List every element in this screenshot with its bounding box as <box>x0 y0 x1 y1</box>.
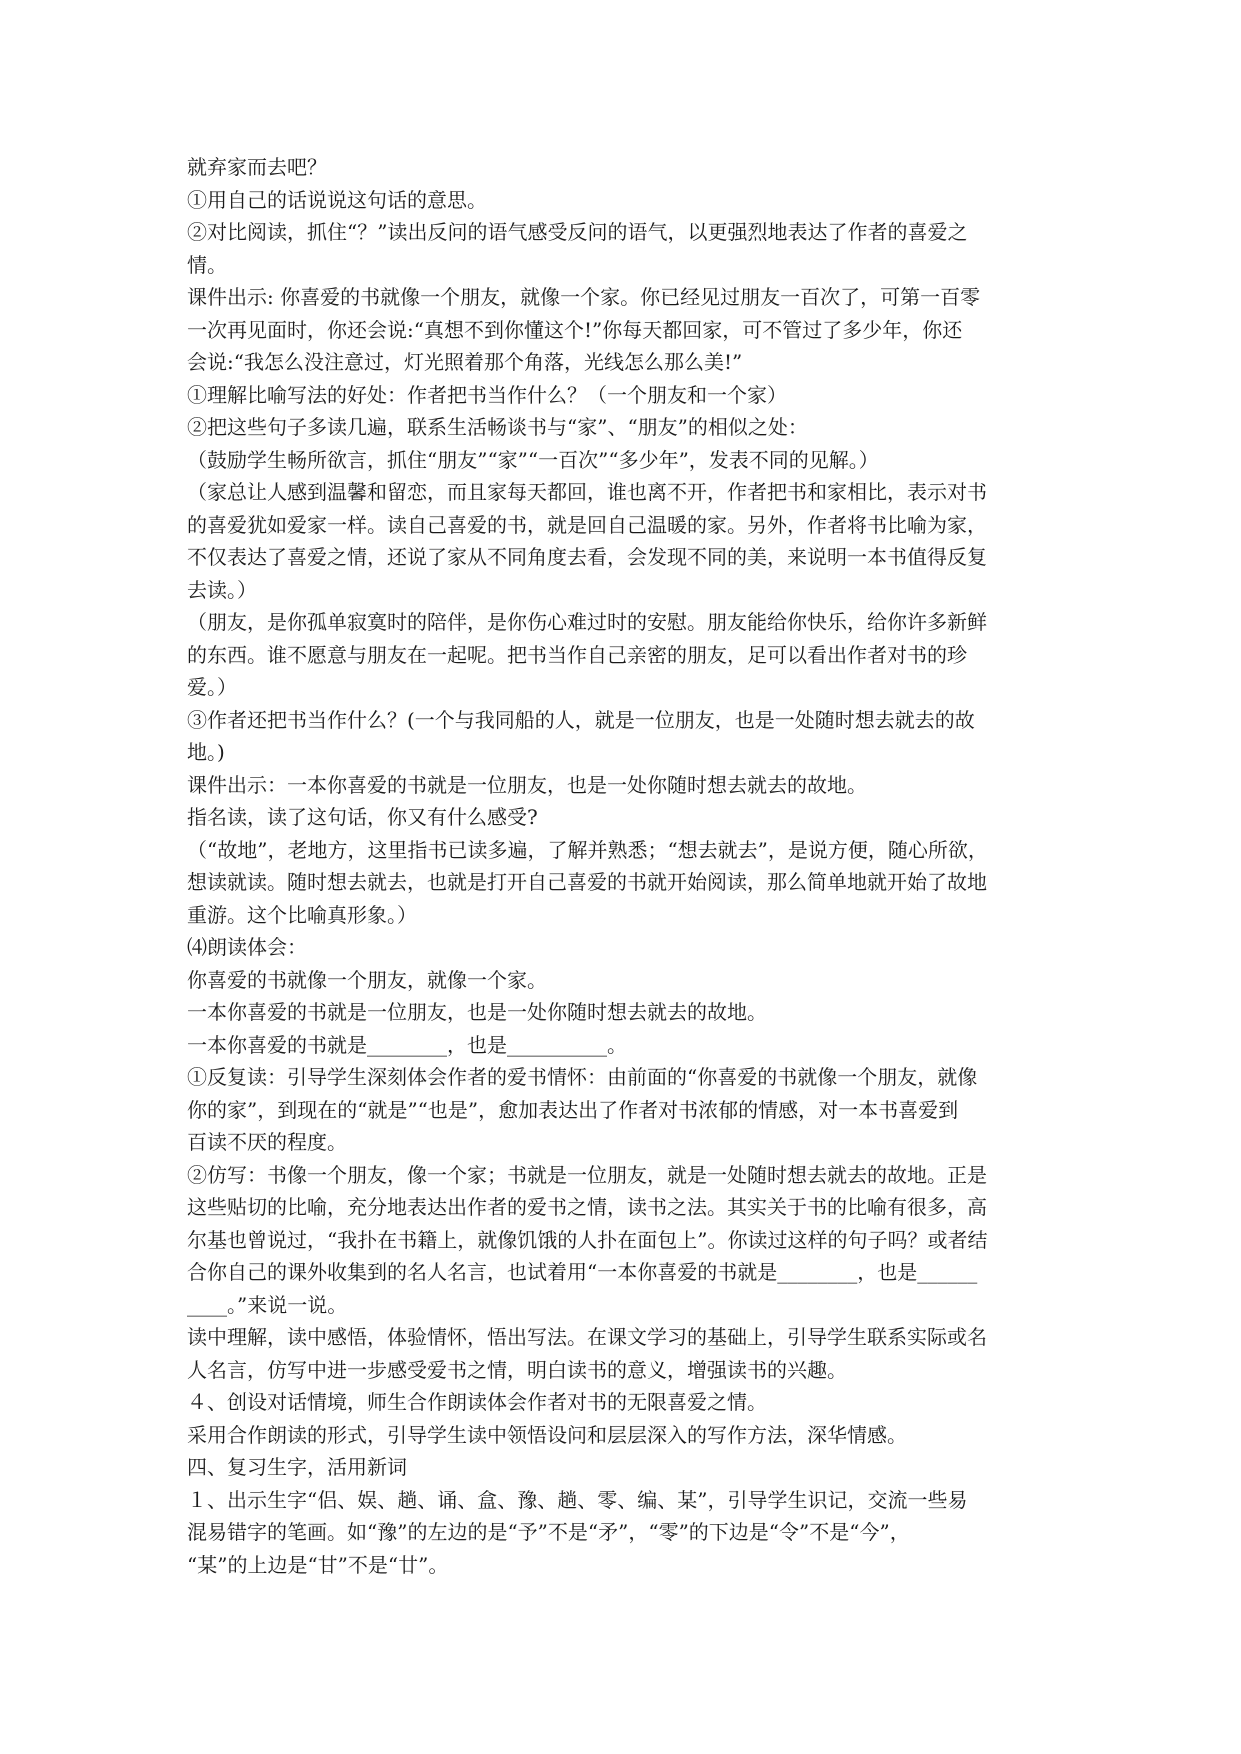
text-line: 爱。） <box>187 675 237 699</box>
document-body <box>187 151 1055 1581</box>
text-line: 课件出示: 你喜爱的书就像一个朋友，就像一个家。你已经见过朋友一百次了，可第一百零 <box>187 285 981 309</box>
text-line: 的东西。谁不愿意与朋友在一起呢。把书当作自己亲密的朋友，足可以看出作者对书的珍 <box>187 642 967 667</box>
text-line: “某”的上边是“甘”不是“廿”。 <box>187 1552 449 1577</box>
text-line: 会说:“我怎么没注意过，灯光照着那个角落，光线怎么那么美!” <box>187 350 743 374</box>
text-line: 想读就读。随时想去就去，也就是打开自己喜爱的书就开始阅读，那么简单地就开始了故地 <box>187 870 987 894</box>
text-line: ②对比阅读，抓住“？”读出反问的语气感受反问的语气，以更强烈地表达了作者的喜爱之 <box>187 220 968 244</box>
text-line: （鼓励学生畅所欲言，抓住“朋友”“家”“一百次”“多少年”，发表不同的见解。） <box>187 447 879 472</box>
text-line: （“故地”，老地方，这里指书已读多遍，了解并熟悉；“想去就去”，是说方便，随心所欲， <box>187 837 988 862</box>
text-line: 情。 <box>187 252 227 277</box>
text-line: 采用合作朗读的形式，引导学生读中领悟设问和层层深入的写作方法，深华情感。 <box>187 1422 907 1447</box>
text-line: 尔基也曾说过，“我扑在书籍上，就像饥饿的人扑在面包上”。你读过这样的句子吗？或者结 <box>187 1227 988 1252</box>
text-line: 不仅表达了喜爱之情，还说了家从不同角度去看，会发现不同的美，来说明一本书值得反复 <box>187 545 987 569</box>
text-line: 课件出示：一本你喜爱的书就是一位朋友，也是一处你随时想去就去的故地。 <box>187 772 867 797</box>
text-line: 读中理解，读中感悟，体验情怀，悟出写法。在课文学习的基础上，引导学生联系实际或名 <box>187 1325 987 1349</box>
text-line: 一本你喜爱的书就是________，也是__________。 <box>187 1032 627 1057</box>
text-line: 地。) <box>187 740 225 764</box>
text-line: ①反复读：引导学生深刻体会作者的爱书情怀：由前面的“你喜爱的书就像一个朋友，就像 <box>187 1065 978 1089</box>
text-line: 你的家”，到现在的“就是”“也是”，愈加表达出了作者对书浓郁的情感，对一本书喜爱到 <box>187 1097 959 1122</box>
text-line: 的喜爱犹如爱家一样。读自己喜爱的书，就是回自己温暖的家。另外，作者将书比喻为家， <box>187 512 987 537</box>
text-line: 你喜爱的书就像一个朋友，就像一个家。 <box>187 967 547 992</box>
text-line: 重游。这个比喻真形象。） <box>187 902 417 927</box>
text-line: ４、创设对话情境，师生合作朗读体会作者对书的无限喜爱之情。 <box>187 1390 767 1414</box>
text-line: 四、复习生字，活用新词 <box>187 1455 407 1479</box>
text-line: ②仿写：书像一个朋友，像一个家；书就是一位朋友，就是一处随时想去就去的故地。正是 <box>187 1162 987 1187</box>
text-line: ①理解比喻写法的好处：作者把书当作什么？（一个朋友和一个家） <box>187 382 787 407</box>
text-line: 人名言，仿写中进一步感受爱书之情，明白读书的意义，增强读书的兴趣。 <box>187 1357 847 1382</box>
text-line: （家总让人感到温馨和留恋，而且家每天都回，谁也离不开，作者把书和家相比，表示对书 <box>187 480 987 504</box>
text-line: ①用自己的话说说这句话的意思。 <box>187 187 487 212</box>
text-line: 一本你喜爱的书就是一位朋友，也是一处你随时想去就去的故地。 <box>187 1000 767 1024</box>
text-line: ⑷朗读体会： <box>187 935 307 959</box>
text-line: １、出示生字“侣、娱、趟、诵、盒、豫、趟、零、编、某”，引导学生识记，交流一些易 <box>187 1487 968 1512</box>
text-line: 一次再见面时，你还会说:“真想不到你懂这个!”你每天都回家，可不管过了多少年，你还 <box>187 317 963 342</box>
text-line: ②把这些句子多读几遍，联系生活畅谈书与“家”、“朋友”的相似之处： <box>187 415 808 439</box>
text-line: 合你自己的课外收集到的名人名言，也试着用“一本你喜爱的书就是________，也是______ <box>187 1260 978 1284</box>
text-line: 去读。） <box>187 577 257 602</box>
text-line: ____。”来说一说。 <box>187 1292 348 1317</box>
text-line: 指名读，读了这句话，你又有什么感受? <box>187 805 538 829</box>
text-line: 混易错字的笔画。如“豫”的左边的是“予”不是“矛”，“零”的下边是“令”不是“今”， <box>187 1520 910 1544</box>
text-line: 就弃家而去吧？ <box>187 155 327 179</box>
text-line: （朋友，是你孤单寂寞时的陪伴，是你伤心难过时的安慰。朋友能给你快乐，给你许多新鲜 <box>187 610 987 634</box>
text-line: 百读不厌的程度。 <box>187 1130 347 1154</box>
text-line: 这些贴切的比喻，充分地表达出作者的爱书之情，读书之法。其实关于书的比喻有很多，高 <box>187 1195 987 1219</box>
text-line: ③作者还把书当作什么？(一个与我同船的人，就是一位朋友，也是一处随时想去就去的故 <box>187 707 975 732</box>
